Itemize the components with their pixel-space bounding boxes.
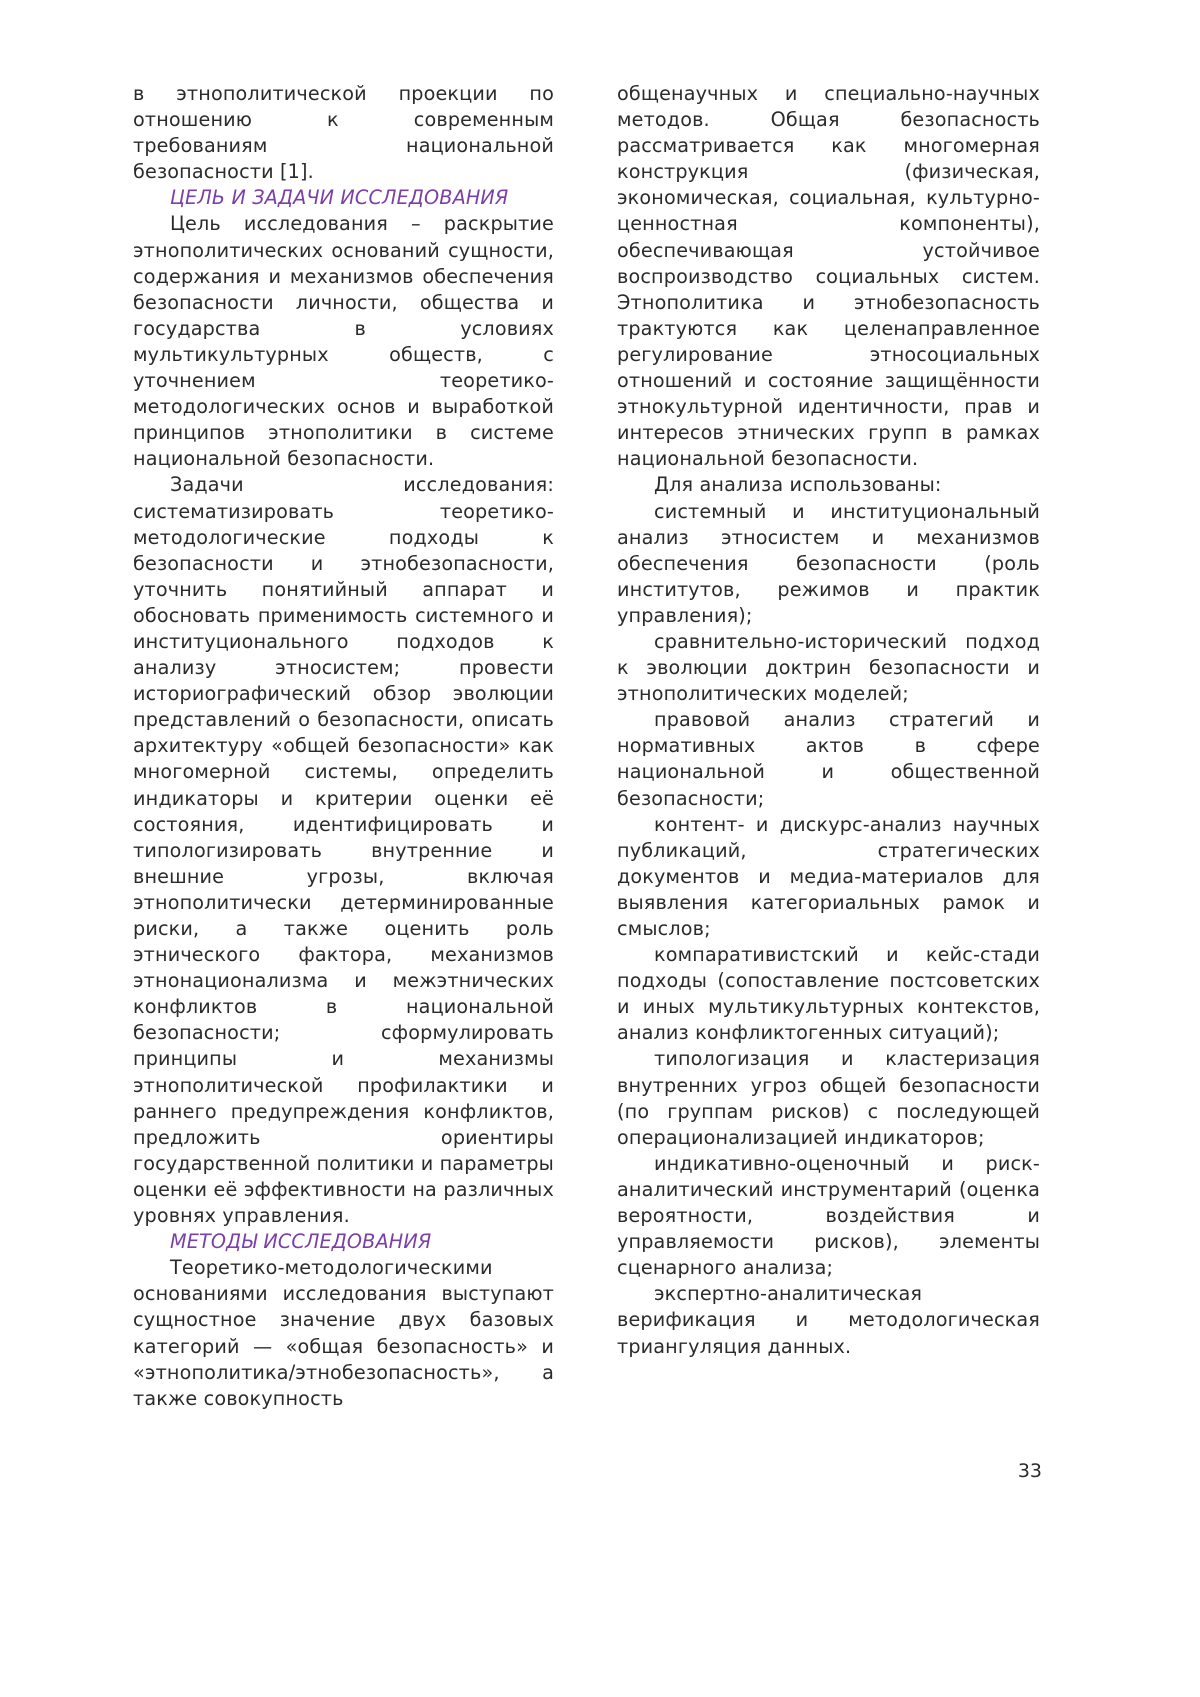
method-item: индикативно-оценочный и риск-аналитический инструментарий (оценка вероятности, воздействия и управляемости рисков), элементы сценарного анализа;	[617, 1151, 1040, 1280]
methods-paragraph-end: общенаучных и специально-научных методов. Общая безопасность рассматривается как многомерная конструкция (физическая, экономическая, социальная, культурно-ценностная компоненты), обеспечивающая устойчивое воспроизводство социальных систем. Этнополитика и этнобезопасность трактуются как целенаправленное регулирование этносоциальных отношений и состояние защищённости этнокультурной идентичности, прав и интересов этнических групп в рамках национальной безопасности.	[617, 82, 1040, 471]
method-item: контент- и дискурс-анализ научных публикаций, стратегических документов и медиа-материалов для выявления категориальных рамок и смыслов;	[617, 812, 1040, 940]
method-item: правовой анализ стратегий и нормативных актов в сфере национальной и общественной безопасности;	[617, 708, 1040, 810]
left-column	[133, 81, 554, 1412]
heading-methods: МЕТОДЫ ИССЛЕДОВАНИЯ	[170, 1230, 432, 1254]
methods-paragraph-start: Теоретико-методологическими основаниями исследования выступают сущностное значение двух базовых категорий — «общая безопасность» и «этнополитика/этнобезопасность», а также совокупность	[133, 1256, 554, 1410]
method-item: типологизация и кластеризация внутренних угроз общей безопасности (по группам рисков) с последующей операционализацией индикаторов;	[617, 1047, 1040, 1149]
method-item: компаративистский и кейс-стади подходы (сопоставление постсоветских и иных мультикультурных контекстов, анализ конфликтогенных ситуаций);	[617, 943, 1040, 1045]
method-item: системный и институциональный анализ этносистем и механизмов обеспечения безопасности (роль институтов, режимов и практик управления);	[617, 499, 1040, 627]
right-column	[617, 81, 1040, 1360]
tasks-paragraph: Задачи исследования: систематизировать теоретико-методологические подходы к безопасности и этнобезопасности, уточнить понятийный аппарат и обосновать применимость системного и институционального подходов к анализу этносистем; провести историографический обзор эволюции представлений о безопасности, описать архитектуру «общей безопасности» как многомерной системы, определить индикаторы и критерии оценки её состояния, идентифицировать и типологизировать внутренние и внешние угрозы, включая этнополитически детерминированные риски, а также оценить роль этнического фактора, механизмов этнонационализма и межэтнических конфликтов в национальной безопасности; сформулировать принципы и механизмы этнополитической профилактики и раннего предупреждения конфликтов, предложить ориентиры государственной политики и параметры оценки её эффективности на различных уровнях управления.	[133, 473, 554, 1228]
page-number: 33	[1017, 1460, 1042, 1482]
method-item: сравнительно-исторический подход к эволюции доктрин безопасности и этнополитических моделей;	[617, 629, 1040, 706]
goal-paragraph: Цель исследования – раскрытие этнополитических оснований сущности, содержания и механизмов обеспечения безопасности личности, общества и государства в условиях мультикультурных обществ, с уточнением теоретико-методологических основ и выработкой принципов этнополитики в системе национальной безопасности.	[133, 212, 554, 471]
heading-goals-and-tasks: ЦЕЛЬ И ЗАДАЧИ ИССЛЕДОВАНИЯ	[170, 186, 509, 210]
analysis-intro: Для анализа использованы:	[654, 473, 942, 497]
method-item: экспертно-аналитическая верификация и методологическая триангуляция данных.	[617, 1282, 1040, 1358]
intro-tail-paragraph: в этнополитической проекции по отношению к современным требованиям национальной безопасности [1].	[133, 82, 554, 184]
